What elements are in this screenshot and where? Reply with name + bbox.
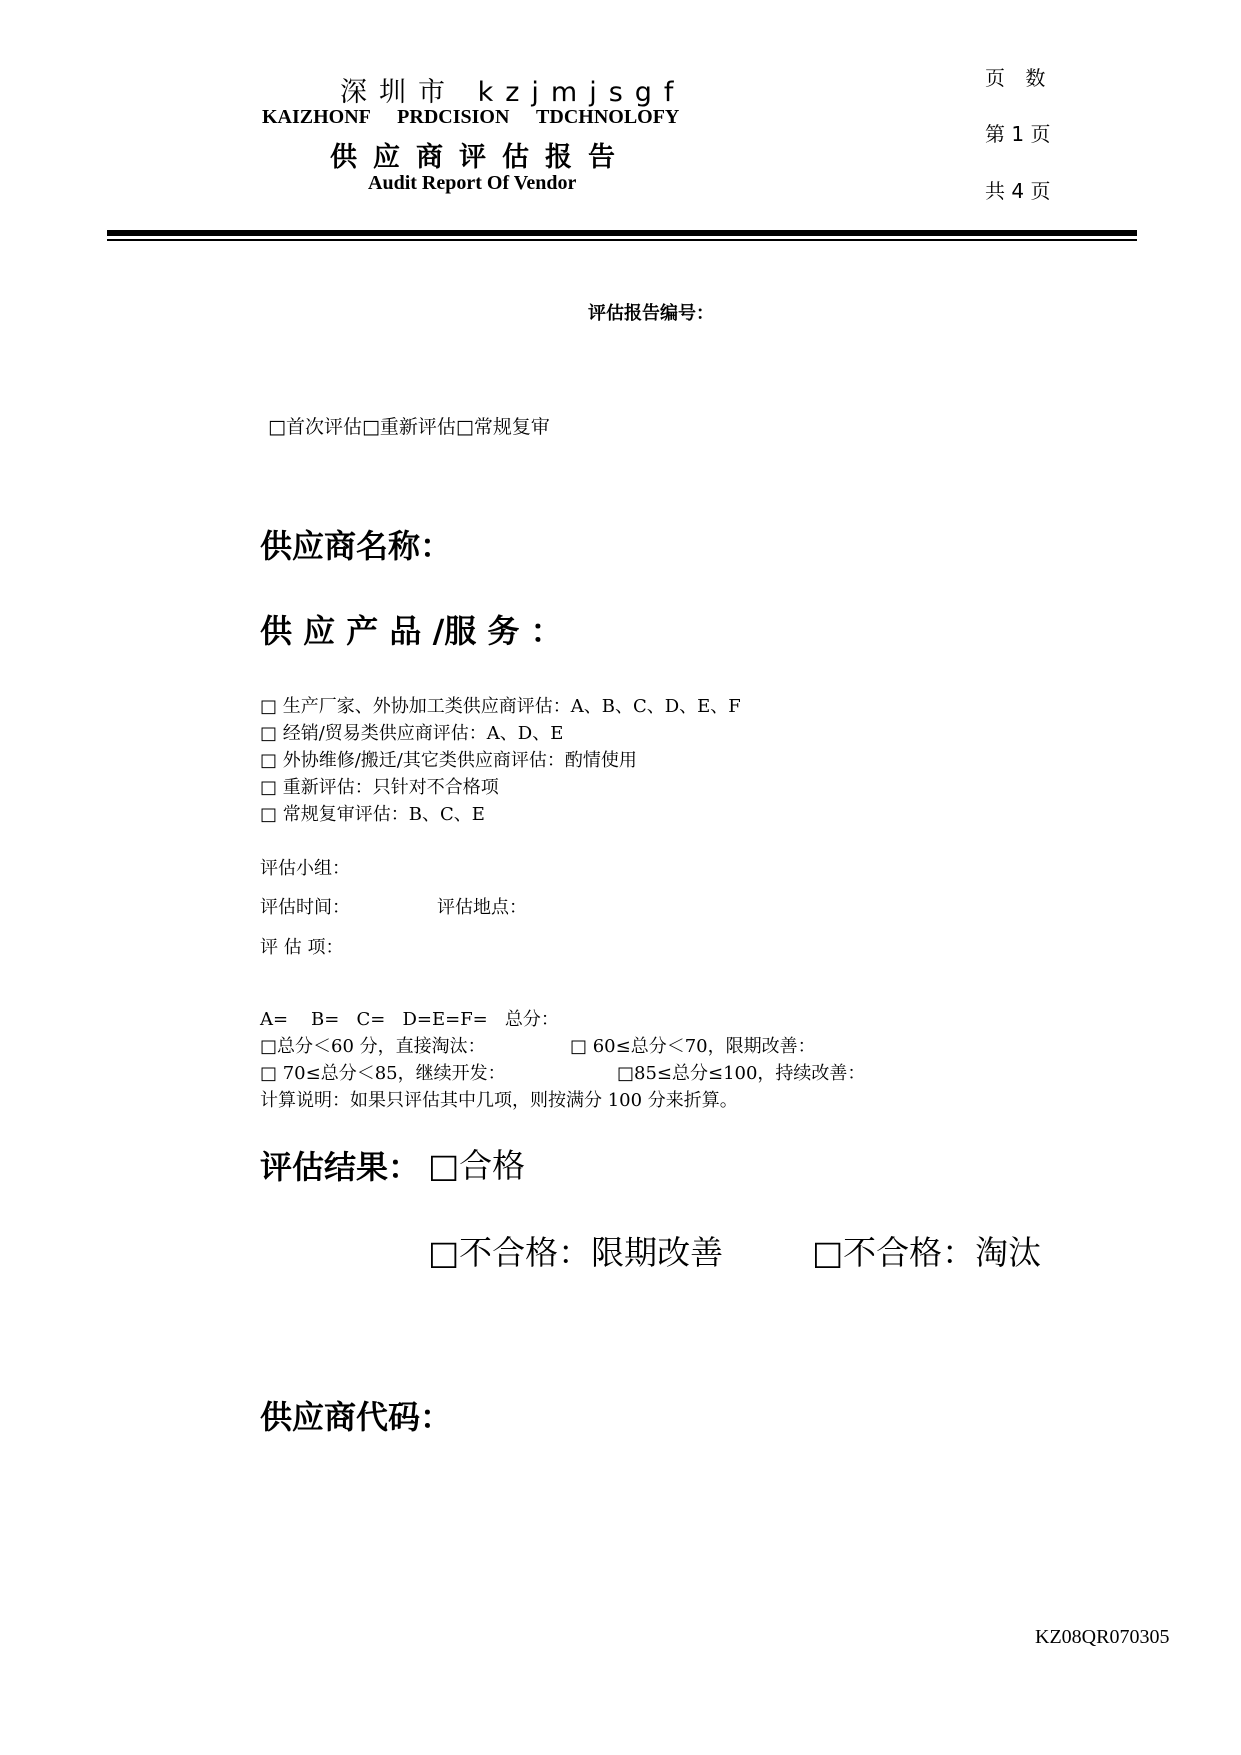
- evaluation-result-label: 评估结果：: [260, 1148, 421, 1186]
- page-count-label: 页 数: [985, 66, 1046, 90]
- supply-product-label: 供 应 产 品 /服 务 ：: [260, 612, 563, 650]
- header-city-line: 深圳市 kzjmjsgf: [340, 77, 686, 108]
- evaluation-type-options: □首次评估□重新评估□常规复审: [268, 416, 550, 438]
- rule-continuous-improvement: □85≤总分≤100，持续改善：: [617, 1063, 866, 1084]
- scope-item-distributor: □ 经销/贸易类供应商评估：A、D、E: [260, 723, 564, 744]
- scope-item-manufacturer: □ 生产厂家、外协加工类供应商评估：A、B、C、D、E、F: [260, 696, 741, 717]
- page-total: 共 4 页: [985, 179, 1051, 203]
- result-pass-option: □合格: [428, 1146, 526, 1185]
- rule-improve-deadline: □ 60≤总分＜70，限期改善：: [570, 1036, 816, 1057]
- evaluation-time-label: 评估时间：: [260, 897, 350, 918]
- report-number-label: 评估报告编号：: [588, 303, 714, 324]
- supplier-name-label: 供应商名称：: [260, 527, 453, 565]
- calculation-note: 计算说明：如果只评估其中几项，则按满分 100 分来折算。: [260, 1090, 738, 1111]
- evaluation-team-label: 评估小组：: [260, 858, 350, 879]
- supplier-code-label: 供应商代码：: [260, 1398, 453, 1436]
- scope-item-maintenance: □ 外协维修/搬迁/其它类供应商评估：酌情使用: [260, 750, 637, 771]
- header-divider-thin: [107, 239, 1137, 241]
- result-fail-improve-option: □不合格：限期改善: [428, 1233, 724, 1272]
- result-fail-eliminate-option: □不合格：淘汰: [812, 1233, 1042, 1272]
- score-summary-line: A= B= C= D=E=F= 总分：: [260, 1009, 559, 1030]
- document-code: KZ08QR070305: [1035, 1626, 1170, 1648]
- rule-eliminate: □总分＜60 分，直接淘汰：: [260, 1036, 486, 1057]
- rule-continue-development: □ 70≤总分＜85，继续开发：: [260, 1063, 506, 1084]
- header-report-title-en: Audit Report Of Vendor: [368, 172, 577, 194]
- evaluation-items-label: 评 估 项：: [260, 937, 344, 958]
- evaluation-place-label: 评估地点：: [437, 897, 527, 918]
- page-current: 第 1 页: [985, 122, 1051, 146]
- header-report-title-cn: 供应商评估报告: [330, 142, 631, 173]
- scope-item-reevaluation: □ 重新评估：只针对不合格项: [260, 777, 499, 798]
- header-company-en: KAIZHONF PRDCISION TDCHNOLOFY: [262, 106, 680, 128]
- header-divider-thick: [107, 230, 1137, 236]
- scope-item-regular-review: □ 常规复审评估：B、C、E: [260, 804, 485, 825]
